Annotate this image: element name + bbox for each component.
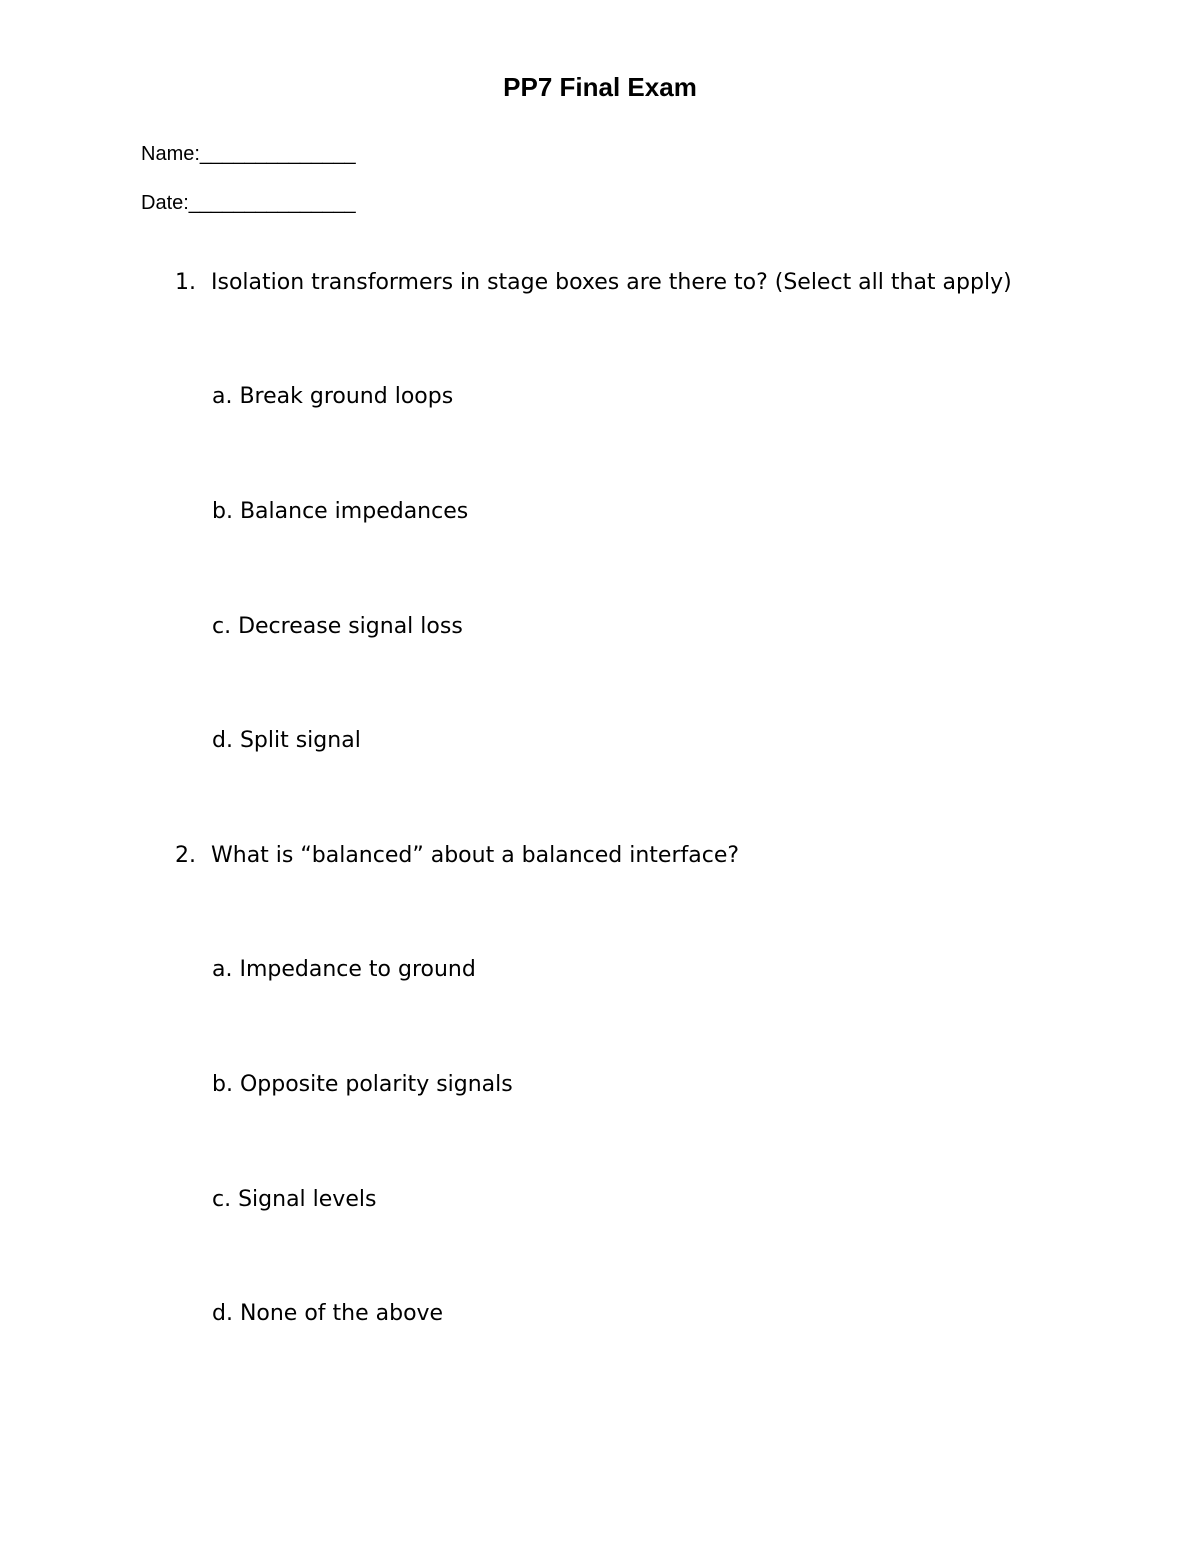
- answer-option: a. Break ground loops: [212, 384, 454, 409]
- answer-option: c. Signal levels: [212, 1187, 377, 1212]
- answer-option: b. Opposite polarity signals: [212, 1072, 513, 1097]
- answer-option: a. Impedance to ground: [212, 957, 476, 982]
- answer-option: c. Decrease signal loss: [212, 614, 463, 639]
- answer-option: d. None of the above: [212, 1301, 444, 1326]
- answer-option: b. Balance impedances: [212, 499, 469, 524]
- name-field: Name:______________: [141, 143, 356, 165]
- date-field: Date:_______________: [141, 192, 356, 214]
- page-title: PP7 Final Exam: [503, 72, 697, 102]
- question-number: 1.: [175, 270, 196, 295]
- question-text: What is “balanced” about a balanced interface?: [211, 843, 740, 868]
- answer-option: d. Split signal: [212, 728, 361, 753]
- question-text: Isolation transformers in stage boxes are there to? (Select all that apply): [211, 270, 1012, 295]
- question-number: 2.: [175, 843, 196, 868]
